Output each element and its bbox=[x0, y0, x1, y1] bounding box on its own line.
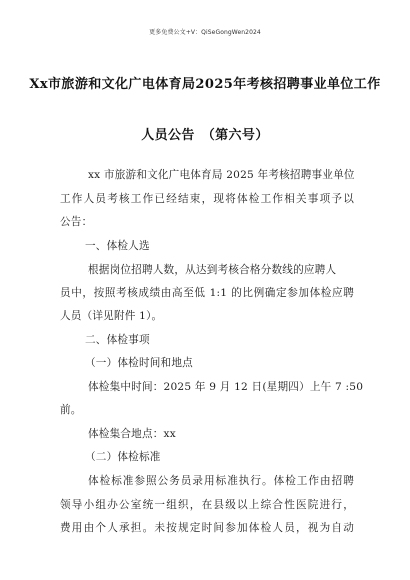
subsection-heading: （一）体检时间和地点 bbox=[85, 357, 193, 369]
paragraph-line: 工作人员考核工作已经结束，现将体检工作相关事项予以 bbox=[60, 193, 354, 205]
paragraph-line: 体检集合地点：xx bbox=[88, 428, 176, 440]
document-title-line-2: 人员公告 （第六号） bbox=[141, 128, 269, 143]
paragraph-line: 公告： bbox=[60, 216, 93, 228]
paragraph-line: 体检标准参照公务员录用标准执行。体检工作由招聘 bbox=[88, 475, 354, 487]
section-heading: 一、体检人选 bbox=[85, 240, 150, 252]
section-heading: 二、体检事项 bbox=[85, 334, 150, 346]
paragraph-line: 体检集中时间：2025 年 9 月 12 日(星期四）上午 7 :50 bbox=[88, 381, 364, 393]
subsection-heading: （二）体检标准 bbox=[85, 451, 161, 463]
paragraph-line: 费用由个人承担。未按规定时间参加体检人员，视为自动 bbox=[60, 522, 354, 534]
header-note: 更多免费公文+V：QiSeGongWen2024 bbox=[149, 29, 261, 36]
paragraph-line: 领导小组办公室统一组织，在县级以上综合性医院进行， bbox=[60, 499, 354, 511]
paragraph-line: 人员（详见附件 1）。 bbox=[60, 310, 163, 322]
paragraph-line: 员中，按照考核成绩由高至低 1:1 的比例确定参加体检应聘 bbox=[60, 287, 354, 299]
document-title-line-1: Xx市旅游和文化广电体育局2025年考核招聘事业单位工作 bbox=[29, 77, 381, 92]
paragraph-line: xx 市旅游和文化广电体育局 2025 年考核招聘事业单位 bbox=[88, 169, 355, 181]
paragraph-line: 前。 bbox=[60, 404, 82, 416]
paragraph-line: 根据岗位招聘人数，从达到考核合格分数线的应聘人 bbox=[88, 264, 337, 276]
